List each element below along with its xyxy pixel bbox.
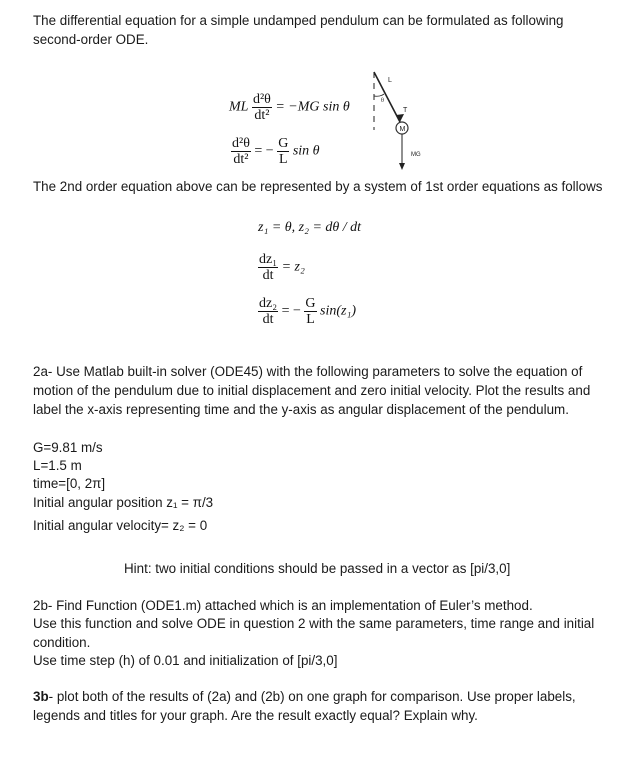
eq-b-fraction bbox=[258, 296, 278, 327]
label-T: T bbox=[403, 107, 408, 114]
eq-b-coef-fraction bbox=[304, 296, 316, 327]
eq1-coef: ML bbox=[229, 99, 249, 115]
eq-a-fraction bbox=[258, 252, 278, 283]
eq1-rhs: = −MG sin θ bbox=[275, 99, 350, 115]
param-length: L=1.5 m bbox=[33, 458, 82, 473]
eq2-rhs: sin θ bbox=[292, 143, 320, 159]
eq-b-coef-denominator: L bbox=[306, 312, 315, 327]
q2a-line-3: label the x-axis representing time and the y-axis as angular displacement of the pendulum. bbox=[33, 402, 569, 417]
system-eq-a bbox=[258, 252, 305, 283]
system-intro: The 2nd order equation above can be represented by a system of 1st order equations as follows bbox=[33, 179, 603, 194]
label-MG: MG bbox=[411, 152, 421, 158]
intro-line-2: second-order ODE. bbox=[33, 32, 149, 47]
eq2-coef-numerator: G bbox=[278, 136, 289, 151]
param-time: time=[0, 2π] bbox=[33, 476, 106, 491]
q2b-line-2: Use this function and solve ODE in question 2 with the same parameters, time range and initial bbox=[33, 616, 595, 631]
eq1-denominator: dt² bbox=[254, 108, 270, 123]
hint-text: Hint: two initial conditions should be passed in a vector as [pi/3,0] bbox=[124, 561, 511, 576]
eq2-numerator: d²θ bbox=[232, 136, 250, 151]
eq1-fraction bbox=[252, 92, 272, 123]
eq2-coef-fraction bbox=[277, 136, 289, 167]
eq2-coef-denominator: L bbox=[278, 152, 288, 167]
eq-b-denominator: dt bbox=[262, 312, 274, 327]
q3b-line-1 bbox=[33, 688, 576, 707]
system-eq-b bbox=[258, 296, 356, 327]
eq2-operator: = − bbox=[254, 143, 274, 159]
eq-a-numerator: dz₁ bbox=[259, 252, 278, 267]
eq-b-numerator: dz₂ bbox=[259, 296, 278, 311]
system-definition: z₁ = θ, z₂ = dθ / dt bbox=[258, 220, 362, 235]
eq-b-coef-numerator: G bbox=[305, 296, 316, 311]
intro-line-1: The differential equation for a simple undamped pendulum can be formulated as following bbox=[33, 13, 564, 28]
gravity-arrow-icon bbox=[399, 163, 405, 170]
eq1-numerator: d²θ bbox=[252, 92, 271, 107]
equation-1 bbox=[229, 92, 350, 123]
eq-b-rhs: sin(z₁) bbox=[320, 303, 357, 319]
param-gravity: G=9.81 m/s bbox=[33, 440, 103, 455]
q2b-line-4: Use time step (h) of 0.01 and initialization of [pi/3,0] bbox=[33, 653, 338, 668]
q2b-line-3: condition. bbox=[33, 635, 91, 650]
q2a-line-2: motion of the pendulum due to initial displacement and zero initial velocity. Plot the results and bbox=[33, 383, 591, 398]
angle-arc bbox=[374, 94, 384, 96]
param-initial-velocity: Initial angular velocity= z₂ = 0 bbox=[33, 518, 208, 533]
eq2-denominator: dt² bbox=[233, 152, 249, 167]
q3b-line-1-text: - plot both of the results of (2a) and (2b) on one graph for comparison. Use proper labels, bbox=[48, 689, 576, 704]
eq-a-rhs: = z₂ bbox=[281, 259, 305, 275]
label-M: M bbox=[399, 126, 406, 133]
q2a-line-1: 2a- Use Matlab built-in solver (ODE45) with the following parameters to solve the equation of bbox=[33, 364, 583, 379]
q3b-label: 3b bbox=[33, 689, 49, 704]
eq-b-operator: = − bbox=[281, 303, 301, 319]
pendulum-diagram bbox=[360, 66, 450, 172]
q2b-line-1: 2b- Find Function (ODE1.m) attached which is an implementation of Euler’s method. bbox=[33, 598, 533, 613]
label-L: L bbox=[388, 77, 392, 84]
q3b-line-2: legends and titles for your graph. Are the result exactly equal? Explain why. bbox=[33, 708, 478, 723]
param-initial-position: Initial angular position z₁ = π/3 bbox=[33, 495, 214, 510]
eq2-fraction bbox=[231, 136, 251, 167]
pendulum-rod bbox=[374, 72, 400, 122]
label-theta: θ bbox=[381, 98, 384, 104]
eq-a-denominator: dt bbox=[262, 268, 274, 283]
equation-2 bbox=[231, 136, 320, 167]
